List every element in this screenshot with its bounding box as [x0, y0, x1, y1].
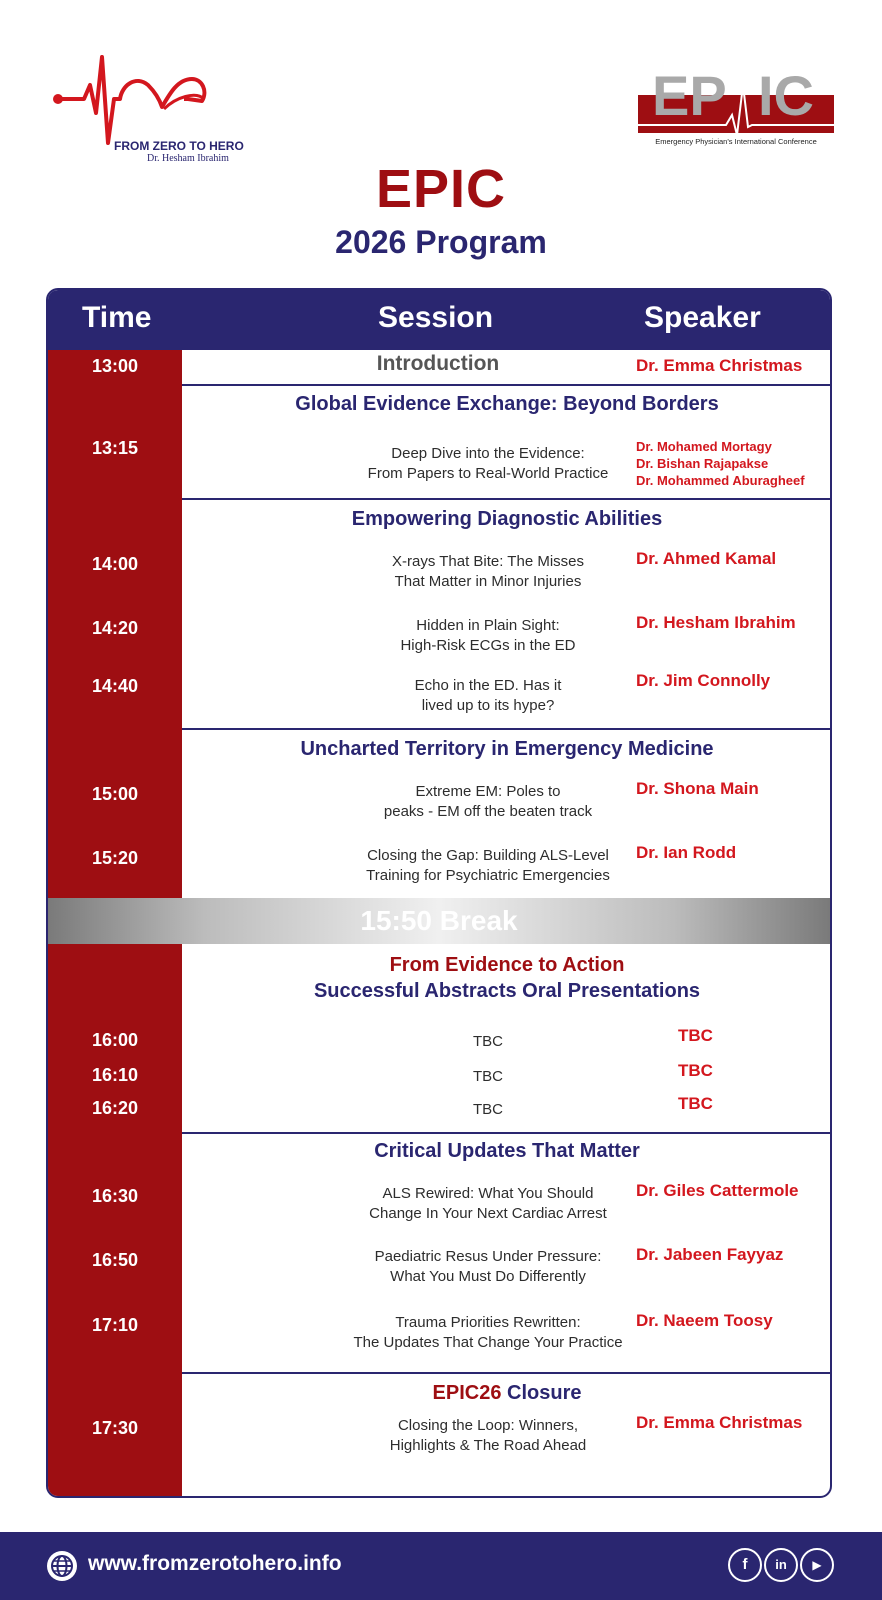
facebook-icon[interactable]: f	[728, 1548, 762, 1582]
session-tbc: TBC	[473, 1101, 503, 1118]
session-tbc: TBC	[473, 1068, 503, 1085]
speaker-name: Dr. Bishan Rajapakse	[636, 456, 769, 471]
row-divider	[182, 728, 830, 730]
session-line: Extreme EM: Poles to	[415, 783, 561, 800]
time-1420: 14:20	[91, 618, 139, 638]
time-1620: 16:20	[91, 1098, 139, 1118]
session-line: Deep Dive into the Evidence:	[391, 445, 585, 462]
session-intro: Introduction	[376, 352, 500, 375]
session-line: X-rays That Bite: The Misses	[391, 553, 584, 570]
break-time: 15:50	[360, 905, 432, 936]
row-divider	[182, 1132, 830, 1134]
time-1520: 15:20	[91, 848, 139, 868]
session-line: The Updates That Change Your Practice	[353, 1334, 623, 1351]
epic-conference-logo	[638, 65, 838, 155]
session-line: Highlights & The Road Ahead	[389, 1437, 587, 1454]
break-label: Break	[439, 905, 518, 936]
time-1400: 14:00	[91, 554, 139, 574]
session-line: That Matter in Minor Injuries	[394, 573, 582, 590]
session-line: Trauma Priorities Rewritten:	[395, 1314, 581, 1331]
time-1630: 16:30	[91, 1186, 139, 1206]
page-title: EPIC	[375, 159, 507, 219]
heart-ecg-icon	[52, 55, 252, 145]
program-table	[46, 288, 832, 1498]
speaker-tbc: TBC	[678, 1094, 713, 1113]
speaker-intro: Dr. Emma Christmas	[636, 356, 803, 375]
section-title-closure	[182, 1382, 832, 1405]
svg-text:EP: EP	[652, 65, 727, 127]
logo-brand-text: FROM ZERO TO HERO	[114, 139, 244, 153]
speaker-ian-rodd: Dr. Ian Rodd	[636, 843, 737, 862]
speaker-naeem-toosy: Dr. Naeem Toosy	[636, 1311, 773, 1330]
time-1650: 16:50	[91, 1250, 139, 1270]
speaker-shona-main: Dr. Shona Main	[636, 779, 759, 798]
speaker-emma-christmas: Dr. Emma Christmas	[636, 1413, 803, 1432]
website-link[interactable]: www.fromzerotohero.info	[88, 1552, 342, 1575]
session-line: Closing the Loop: Winners,	[397, 1417, 579, 1434]
globe-icon	[46, 1550, 78, 1582]
speaker-jim-connolly: Dr. Jim Connolly	[636, 671, 771, 690]
time-1600: 16:00	[91, 1030, 139, 1050]
speaker-hesham-ibrahim: Dr. Hesham Ibrahim	[636, 613, 796, 632]
linkedin-icon[interactable]: in	[764, 1548, 798, 1582]
session-line: Closing the Gap: Building ALS-Level	[367, 847, 609, 864]
speaker-tbc: TBC	[678, 1061, 713, 1080]
session-line: peaks - EM off the beaten track	[383, 803, 593, 820]
table-header	[48, 290, 830, 350]
youtube-icon[interactable]: ▶	[800, 1548, 834, 1582]
speaker-tbc: TBC	[678, 1026, 713, 1045]
header-time: Time	[82, 301, 152, 334]
epic-wordmark-icon	[638, 65, 834, 137]
session-line: lived up to its hype?	[421, 697, 555, 714]
time-1610: 16:10	[91, 1065, 139, 1085]
session-line: Echo in the ED. Has it	[414, 677, 562, 694]
speaker-ahmed-kamal: Dr. Ahmed Kamal	[636, 549, 777, 568]
speaker-giles-cattermole: Dr. Giles Cattermole	[636, 1181, 799, 1200]
section-title-uncharted: Uncharted Territory in Emergency Medicine	[300, 738, 714, 760]
header-speaker: Speaker	[644, 301, 761, 334]
closure-title: Closure	[507, 1382, 582, 1404]
section-title-abstracts: Successful Abstracts Oral Presentations	[313, 980, 701, 1002]
speaker-name: Dr. Mohamed Mortagy	[636, 439, 772, 454]
logo-author-text: Dr. Hesham Ibrahim	[147, 153, 229, 164]
break-banner	[48, 898, 830, 944]
session-line: ALS Rewired: What You Should	[382, 1185, 594, 1202]
header-session: Session	[378, 301, 494, 334]
page-subtitle: 2026 Program	[335, 224, 547, 260]
session-line: Hidden in Plain Sight:	[416, 617, 560, 634]
speakers-s1	[636, 438, 805, 489]
time-1730: 17:30	[91, 1418, 139, 1438]
time-1440: 14:40	[91, 676, 139, 696]
footer-bar	[0, 1532, 882, 1600]
time-intro: 13:00	[91, 356, 139, 376]
time-s1: 13:15	[91, 438, 139, 458]
session-tbc: TBC	[473, 1033, 503, 1050]
section-title-diagnostic: Empowering Diagnostic Abilities	[351, 508, 663, 530]
session-line: High-Risk ECGs in the ED	[400, 637, 576, 654]
svg-text:IC: IC	[758, 65, 814, 127]
speaker-jabeen-fayyaz: Dr. Jabeen Fayyaz	[636, 1245, 784, 1264]
session-line: From Papers to Real-World Practice	[367, 465, 609, 482]
speaker-name: Dr. Mohammed Aburagheef	[636, 473, 805, 488]
session-line: Paediatric Resus Under Pressure:	[374, 1248, 602, 1265]
section-title-global-evidence: Global Evidence Exchange: Beyond Borders	[295, 393, 719, 415]
row-divider	[182, 384, 830, 386]
session-line: What You Must Do Differently	[390, 1268, 586, 1285]
row-divider	[182, 498, 830, 500]
session-line: Training for Psychiatric Emergencies	[366, 867, 610, 884]
time-1500: 15:00	[91, 784, 139, 804]
section-title-critical-updates: Critical Updates That Matter	[374, 1140, 640, 1162]
logo-caption: Emergency Physician's International Conference	[655, 137, 817, 146]
row-divider	[182, 1372, 830, 1374]
from-zero-to-hero-logo	[52, 55, 252, 170]
closure-title-red: EPIC26	[432, 1382, 502, 1404]
section-title-evidence-to-action: From Evidence to Action	[389, 954, 625, 976]
time-1710: 17:10	[91, 1315, 139, 1335]
session-line: Change In Your Next Cardiac Arrest	[369, 1205, 607, 1222]
